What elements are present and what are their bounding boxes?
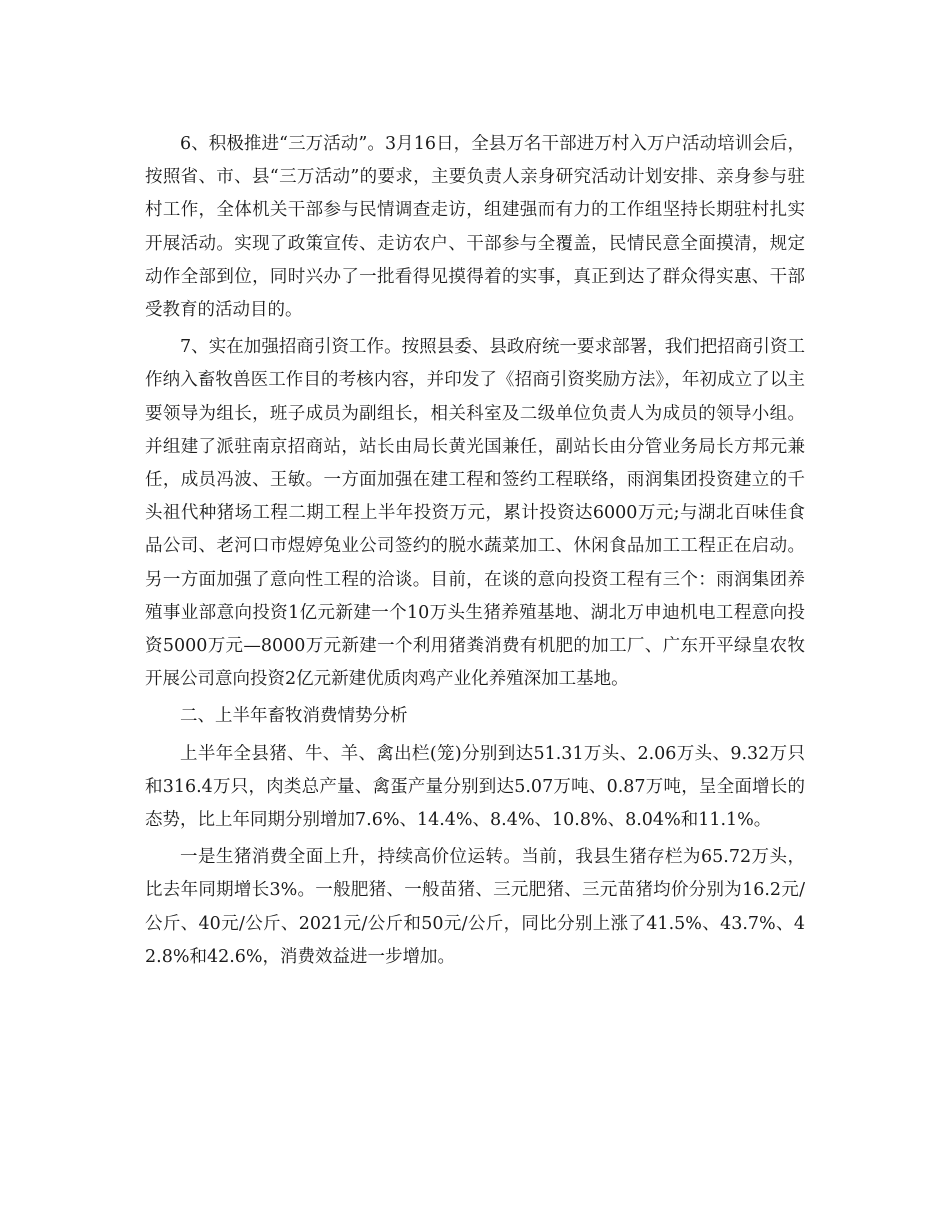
document-page [145,128,805,974]
paragraph-livestock-output: 上半年全县猪、牛、羊、禽出栏(笼)分别到达51.31万头、2.06万头、9.32万只和316.4万只，肉类总产量、禽蛋产量分别到达5.07万吨、0.87万吨，呈全面增长的态势，比上年同期分别增加7.6%、14.4%、8.4%、10.8%、8.04%和11.1%。 [145,743,805,831]
paragraph-sanwan-activity: 6、积极推进“三万活动”。3月16日，全县万名干部进万村入万户活动培训会后，按照省、市、县“三万活动”的要求，主要负责人亲身研究活动计划安排、亲身参与驻村工作，全体机关干部参与民情调查走访，组建强而有力的工作组坚持长期驻村扎实开展活动。实现了政策宣传、走访农户、干部参与全覆盖，民情民意全面摸清，规定动作全部到位，同时兴办了一批看得见摸得着的实事，真正到达了群众得实惠、干部受教育的活动目的。 [145,134,805,321]
section-heading-production-analysis: 二、上半年畜牧消费情势分析 [180,706,408,727]
paragraph-investment-promotion: 7、实在加强招商引资工作。按照县委、县政府统一要求部署，我们把招商引资工作纳入畜牧兽医工作目的考核内容，并印发了《招商引资奖励方法》，年初成立了以主要领导为组长，班子成员为副组长，相关科室及二级单位负责人为成员的领导小组。并组建了派驻南京招商站，站长由局长黄光国兼任，副站长由分管业务局长方邦元兼任，成员冯波、王敏。一方面加强在建工程和签约工程联络，雨润集团投资建立的千头祖代种猪场工程二期工程上半年投资万元，累计投资达6000万元;与湖北百味佳食品公司、老河口市煜婷兔业公司签约的脱水蔬菜加工、休闲食品加工工程正在启动。另一方面加强了意向性工程的洽谈。目前，在谈的意向投资工程有三个：雨润集团养殖事业部意向投资1亿元新建一个10万头生猪养殖基地、湖北万申迪机电工程意向投资5000万元—8000万元新建一个利用猪粪消费有机肥的加工厂、广东开平绿皇农牧开展公司意向投资2亿元新建优质肉鸡产业化养殖深加工基地。 [145,337,805,690]
paragraph-pig-production: 一是生猪消费全面上升，持续高价位运转。当前，我县生猪存栏为65.72万头，比去年同期增长3%。一般肥猪、一般苗猪、三元肥猪、三元苗猪均价分别为16.2元/公斤、40元/公斤、2021元/公斤和50元/公斤，同比分别上涨了41.5%、43.7%、42.8%和42.6%，消费效益进一步增加。 [145,847,805,967]
